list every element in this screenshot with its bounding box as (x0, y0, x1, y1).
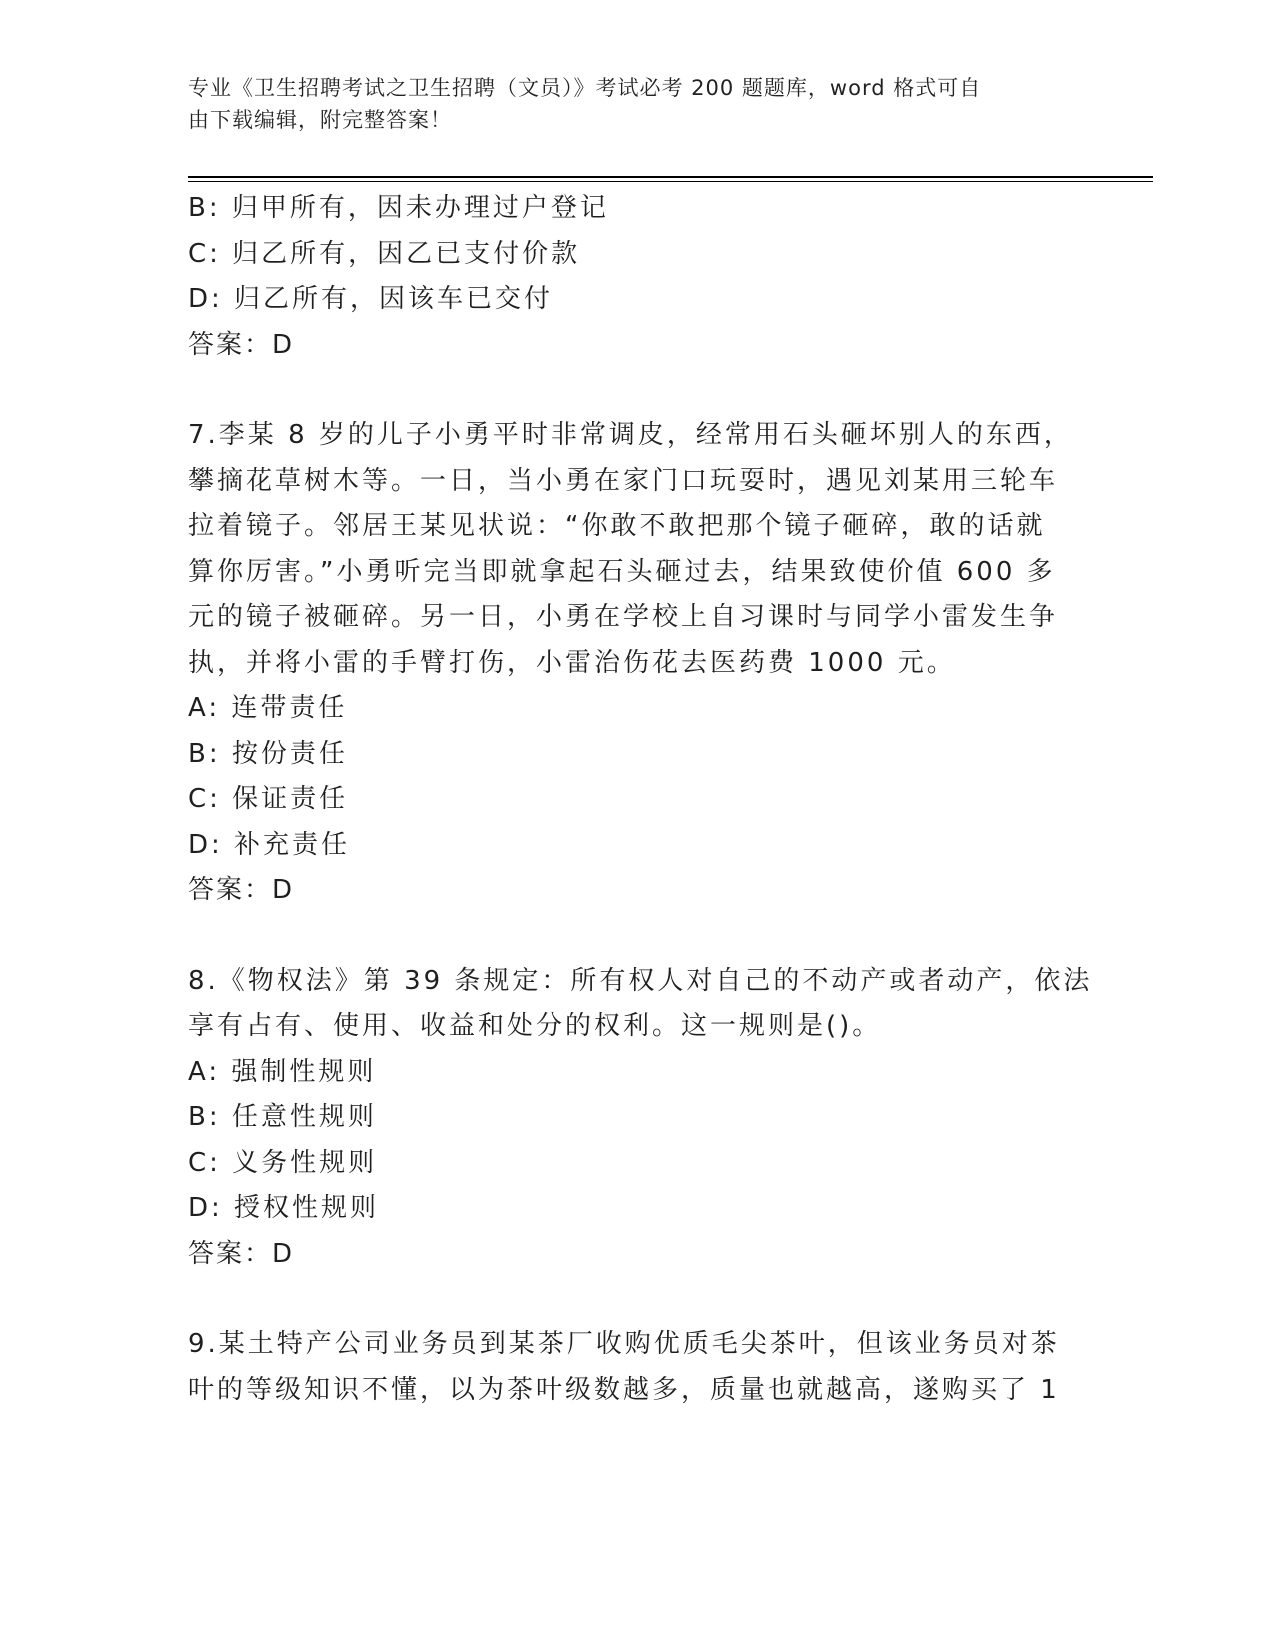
header-rule-thin (188, 181, 1153, 182)
header-line-1: 专业《卫生招聘考试之卫生招聘（文员）》考试必考 200 题题库，word 格式可自 (188, 76, 982, 100)
spacer (188, 368, 1068, 413)
document-body (188, 186, 1093, 1413)
option-b: B: 任意性规则 (188, 1102, 377, 1132)
question-line: 7.李某 8 岁的儿子小勇平时非常调皮，经常用石头砸坏别人的东西， (188, 420, 1073, 450)
option-b: B: 按份责任 (188, 738, 348, 769)
option-d: D: 补充责任 (188, 829, 351, 860)
option-c: C: 义务性规则 (188, 1147, 378, 1178)
option-a: A: 连带责任 (188, 693, 348, 723)
question-line: 算你厉害。”小勇听完当即就拿起石头砸过去，结果致使价值 600 多 (188, 556, 1056, 587)
question-text (188, 1322, 1068, 1413)
page-header (188, 72, 1068, 136)
question-text (188, 413, 1073, 686)
option-c: C: 保证责任 (188, 784, 349, 814)
spacer (188, 914, 1068, 959)
question-line: 执，并将小雷的手臂打伤，小雷治伤花去医药费 1000 元。 (188, 647, 956, 678)
option-d: D: 授权性规则 (188, 1193, 380, 1223)
option-a: A: 强制性规则 (188, 1056, 377, 1087)
question-line: 拉着镜子。邻居王某见状说：“你敢不敢把那个镜子砸碎，敢的话就 (188, 511, 1046, 541)
question-line: 攀摘花草树木等。一日，当小勇在家门口玩耍时，遇见刘某用三轮车 (188, 465, 1059, 496)
question-line: 叶的等级知识不懂，以为茶叶级数越多，质量也就越高，遂购买了 1 (188, 1374, 1060, 1405)
question-line: 元的镜子被砸碎。另一日，小勇在学校上自习课时与同学小雷发生争 (188, 602, 1059, 632)
option-c: C: 归乙所有，因乙已支付价款 (188, 238, 581, 269)
answer-line: 答案：D (188, 875, 295, 905)
question-8 (188, 959, 1093, 1278)
question-9 (188, 1322, 1068, 1413)
spacer (188, 1277, 1068, 1322)
question-line: 8.《物权法》第 39 条规定：所有权人对自己的不动产或者动产，依法 (188, 965, 1093, 996)
answer-line: 答案：D (188, 329, 295, 360)
question-line: 享有占有、使用、收益和处分的权利。这一规则是()。 (188, 1011, 882, 1041)
header-rule-thick (188, 176, 1153, 178)
option-d: D: 归乙所有，因该车已交付 (188, 284, 554, 314)
question-7 (188, 413, 1073, 914)
question-6-tail (188, 186, 1068, 368)
header-line-2: 由下载编辑，附完整答案！ (188, 108, 452, 132)
question-line: 9.某土特产公司业务员到某茶厂收购优质毛尖茶叶，但该业务员对茶 (188, 1329, 1060, 1359)
answer-line: 答案：D (188, 1238, 295, 1269)
question-text (188, 959, 1093, 1050)
option-b: B: 归甲所有，因未办理过户登记 (188, 193, 609, 223)
